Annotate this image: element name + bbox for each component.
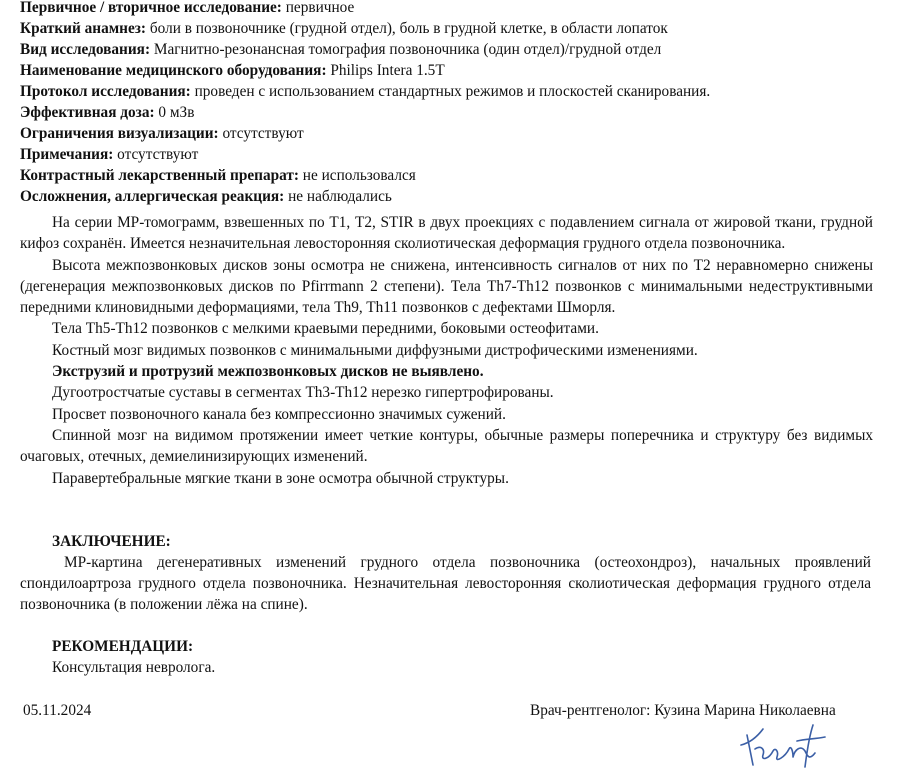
doctor-signature-line: Врач-рентгенолог: Кузина Марина Николаевна xyxy=(530,702,836,719)
metadata-row-limitations xyxy=(20,123,900,144)
signature-stroke xyxy=(741,725,825,767)
metadata-row-equipment xyxy=(20,60,900,81)
metadata-label: Примечания: xyxy=(20,146,114,163)
metadata-row-study-kind xyxy=(20,39,900,60)
findings-paragraph: Костный мозг видимых позвонков с минимальными диффузными дистрофическими изменениями. xyxy=(52,341,698,359)
metadata-row-dose xyxy=(20,102,900,123)
findings-paragraph: Просвет позвоночного канала без компрессионно значимых сужений. xyxy=(52,405,506,423)
metadata-label: Вид исследования: xyxy=(20,41,151,58)
metadata-value: первичное xyxy=(281,0,355,16)
metadata-row-exam-type xyxy=(20,0,900,18)
findings-paragraph: Дугоотростчатые суставы в сегментах Th3-Th12 нерезко гипертрофированы. xyxy=(52,384,554,402)
metadata-value: 0 мЗв xyxy=(154,104,195,121)
metadata-label: Протокол исследования: xyxy=(20,83,191,100)
metadata-value: Магнитно-резонансная томография позвоночника (один отдел)/грудной отдел xyxy=(150,41,662,58)
metadata-value: проведен с использованием стандартных режимов и плоскостей сканирования. xyxy=(190,83,711,100)
conclusion-title: ЗАКЛЮЧЕНИЕ: xyxy=(52,533,171,550)
findings-paragraph: На серии МР-томограмм, взвешенных по Т1, Т2, STIR в двух проекциях с подавлением сигнала от жировой ткани, грудной кифоз сохранён. Имеется незначительная левосторонняя сколиотическая деформация грудного отдела позвоночника. xyxy=(20,214,873,253)
recommendations-text: Консультация невролога. xyxy=(52,659,216,676)
metadata-label: Контрастный лекарственный препарат: xyxy=(20,167,299,184)
metadata-label: Эффективная доза: xyxy=(20,104,155,121)
metadata-label: Наименование медицинского оборудования: xyxy=(20,62,327,79)
metadata-label: Первичное / вторичное исследование: xyxy=(20,0,282,16)
metadata-value: отсутствуют xyxy=(113,146,199,163)
findings-paragraph: Спинной мозг на видимом протяжении имеет четкие контуры, обычные размеры поперечника и структуру без видимых очаговых, отечных, демиелинизирующих изменений. xyxy=(20,426,873,466)
conclusion-text: МР-картина дегенеративных изменений грудного отдела позвоночника (остеохондроз), начальных проявлений спондилоартроза грудного отдела позвоночника. Незначительная левосторонняя сколиотическая деформация грудного отдела позвоночника (в положении лёжа на спине). xyxy=(20,554,871,613)
findings-paragraph: Высота межпозвонковых дисков зоны осмотра не снижена, интенсивность сигналов от них по Т2 неравномерно снижены (дегенерация межпозвонковых дисков по Pfirrmann 2 степени). Тела Th7-Th12 позвонков с минимальными недеструктивными передними клиновидными деформациями, тела Th9, Th11 позвонков с дефектами Шморля. xyxy=(20,256,873,317)
metadata-label: Ограничения визуализации: xyxy=(20,125,219,142)
findings-section xyxy=(20,212,873,489)
exam-metadata xyxy=(20,0,900,207)
metadata-row-protocol xyxy=(20,81,900,102)
findings-paragraph: Тела Th5-Th12 позвонков с мелкими краевыми передними, боковыми остеофитами. xyxy=(52,320,599,338)
findings-paragraph: Паравертебральные мягкие ткани в зоне осмотра обычной структуры. xyxy=(52,469,509,487)
metadata-value: не наблюдались xyxy=(284,188,392,205)
metadata-label: Краткий анамнез: xyxy=(20,20,147,37)
metadata-value: боли в позвоночнике (грудной отдел), боль в грудной клетке, в области лопаток xyxy=(146,20,668,37)
findings-paragraph-highlighted: Экструзий и протрузий межпозвонковых дисков не выявлено. xyxy=(52,363,484,381)
metadata-value: не использовался xyxy=(298,167,416,184)
metadata-row-contrast xyxy=(20,165,900,186)
metadata-row-complications xyxy=(20,186,900,207)
report-date: 05.11.2024 xyxy=(23,702,92,719)
metadata-row-anamnesis xyxy=(20,18,900,39)
metadata-value: Philips Intera 1.5T xyxy=(326,62,445,79)
handwritten-signature xyxy=(735,715,845,770)
metadata-value: отсутствуют xyxy=(218,125,304,142)
metadata-label: Осложнения, аллергическая реакция: xyxy=(20,188,285,205)
metadata-row-notes xyxy=(20,144,900,165)
recommendations-title: РЕКОМЕНДАЦИИ: xyxy=(52,638,194,655)
